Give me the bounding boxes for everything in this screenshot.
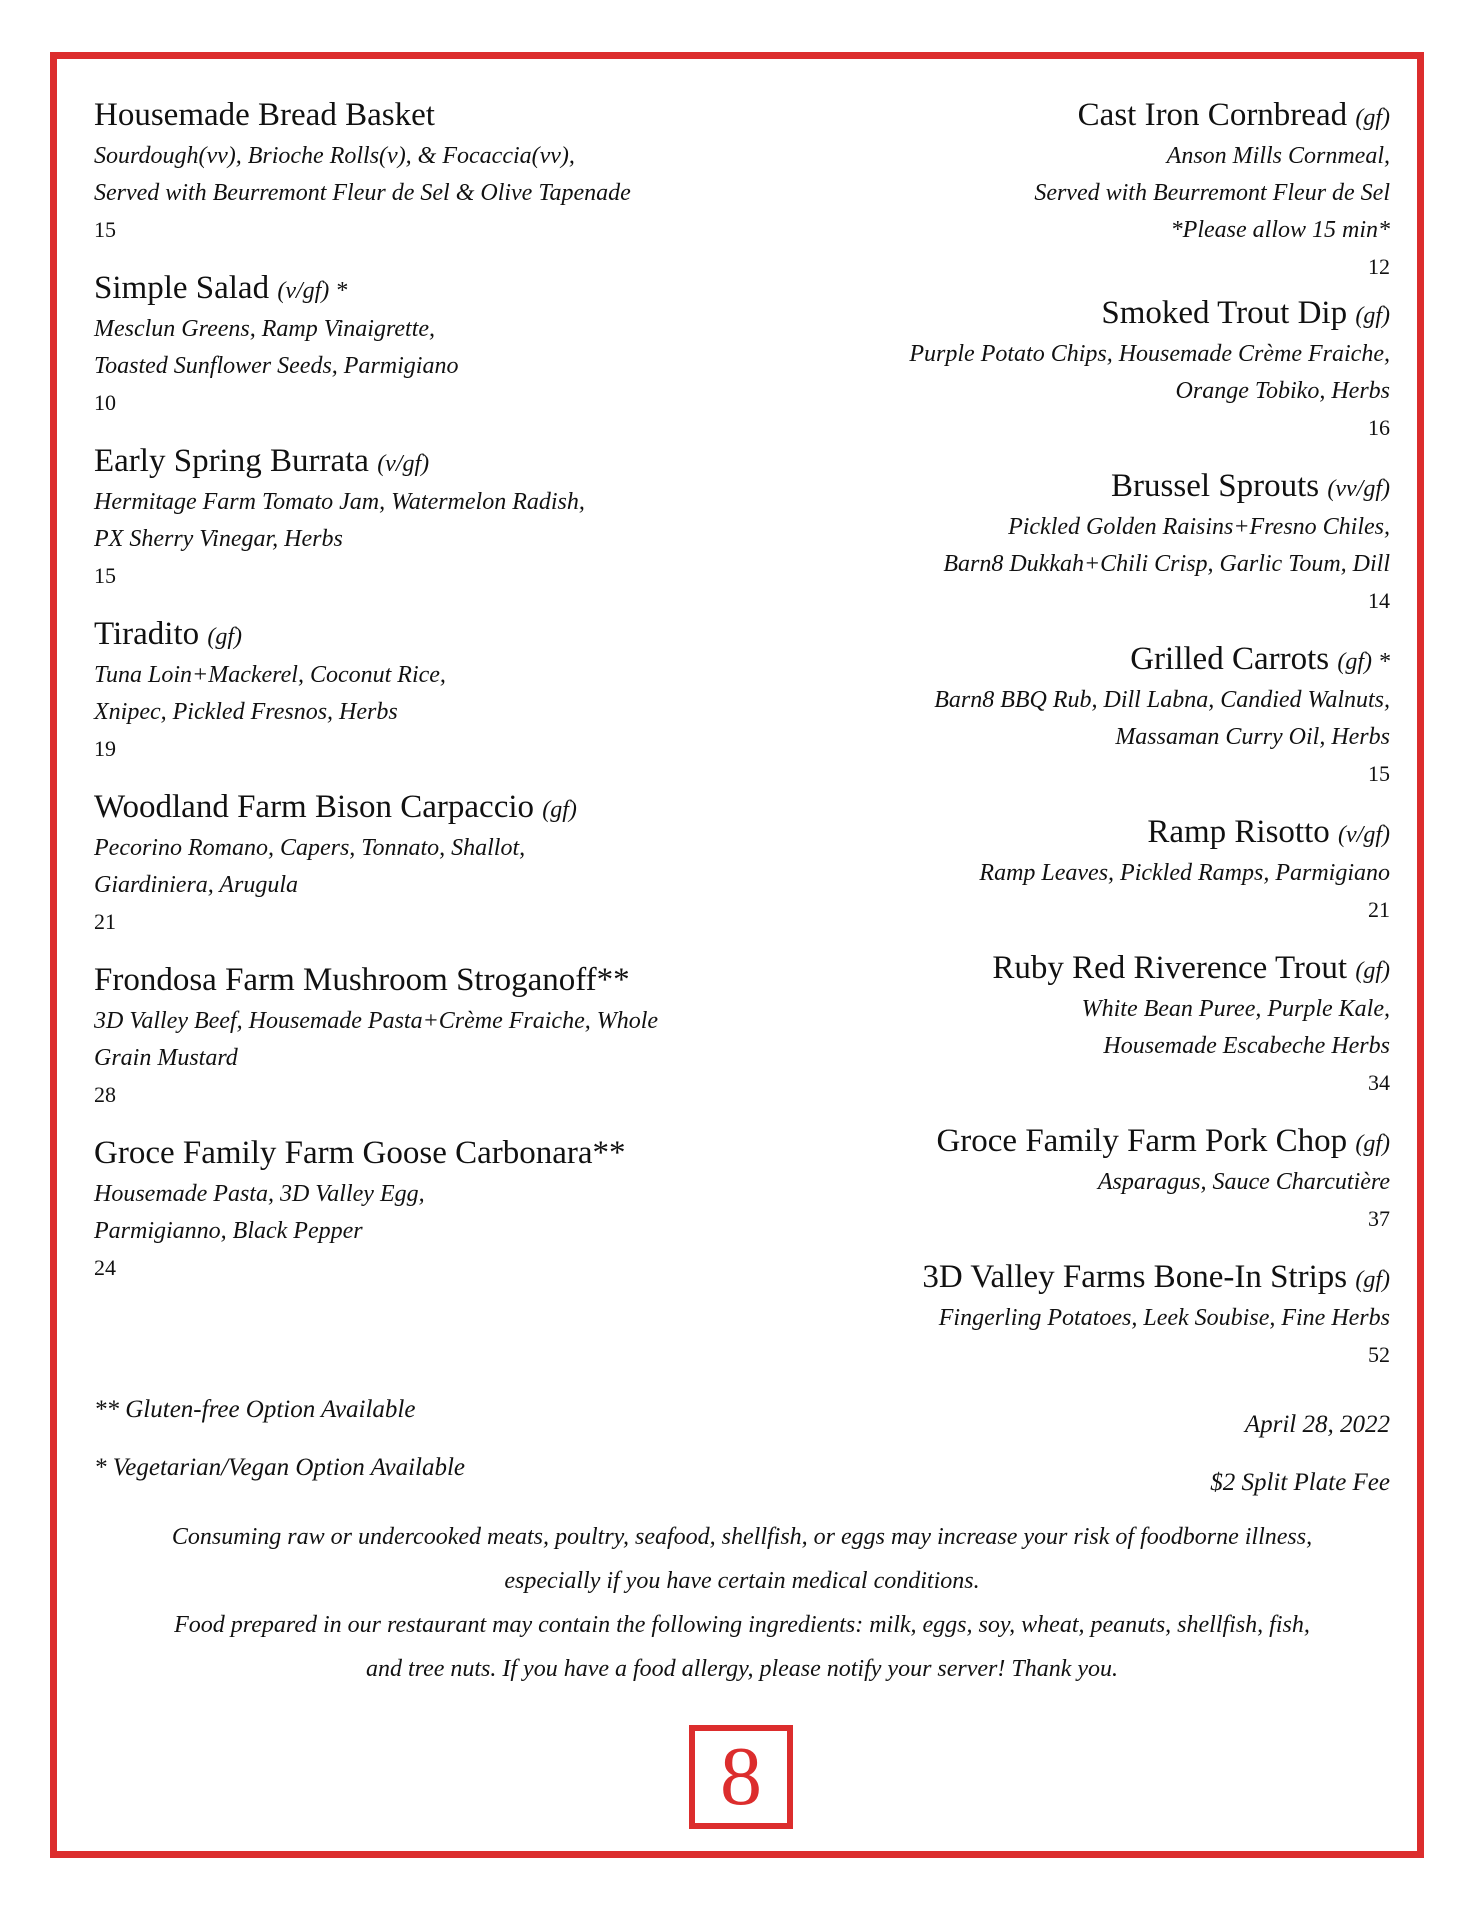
vegetarian-note: * Vegetarian/Vegan Option Available bbox=[94, 1454, 466, 1481]
item-price: 19 bbox=[94, 736, 116, 761]
menu-item bbox=[730, 1257, 1390, 1393]
item-description: *Please allow 15 min* bbox=[1170, 217, 1390, 243]
item-tag: (v/gf) bbox=[1338, 822, 1390, 848]
item-description: Sourdough(vv), Brioche Rolls(v), & Focaccia(vv), bbox=[94, 143, 575, 169]
item-name: Groce Family Farm Pork Chop bbox=[936, 1123, 1348, 1159]
menu-item bbox=[730, 466, 1390, 639]
disclaimer-line: Consuming raw or undercooked meats, poultry, seafood, shellfish, or eggs may increase your risk of foodborne illness, bbox=[171, 1524, 1313, 1550]
item-description: Tuna Loin+Mackerel, Coconut Rice, bbox=[94, 662, 446, 688]
item-name: Housemade Bread Basket bbox=[94, 97, 435, 133]
item-name: Smoked Trout Dip bbox=[1101, 295, 1348, 331]
item-description: Xnipec, Pickled Fresnos, Herbs bbox=[94, 699, 398, 725]
item-tag: (gf) bbox=[1355, 958, 1390, 984]
item-tag: (gf) bbox=[542, 797, 577, 823]
item-name: Brussel Sprouts bbox=[1111, 468, 1320, 504]
menu-item bbox=[94, 1133, 734, 1306]
item-description: Asparagus, Sauce Charcutière bbox=[1097, 1169, 1390, 1195]
menu-item bbox=[94, 268, 734, 441]
menu-item bbox=[730, 639, 1390, 812]
option-notes bbox=[94, 1390, 465, 1506]
item-description: Toasted Sunflower Seeds, Parmigiano bbox=[94, 353, 459, 379]
gluten-free-note: ** Gluten-free Option Available bbox=[94, 1396, 416, 1423]
menu-item bbox=[730, 948, 1390, 1121]
item-price: 24 bbox=[94, 1255, 116, 1280]
item-name: Cast Iron Cornbread bbox=[1077, 97, 1348, 133]
menu-item bbox=[94, 960, 734, 1133]
item-description: Pecorino Romano, Capers, Tonnato, Shallot, bbox=[94, 835, 526, 861]
disclaimer-line: and tree nuts. If you have a food allergy, please notify your server! Thank you. bbox=[365, 1656, 1119, 1682]
menu-item bbox=[94, 787, 734, 960]
item-description: Housemade Pasta, 3D Valley Egg, bbox=[94, 1181, 425, 1207]
menu-column-right bbox=[730, 95, 1390, 1393]
item-price: 10 bbox=[94, 390, 116, 415]
menu-meta bbox=[1210, 1405, 1390, 1521]
item-description: Orange Tobiko, Herbs bbox=[1175, 378, 1390, 404]
menu-item bbox=[94, 441, 734, 614]
item-name: Woodland Farm Bison Carpaccio bbox=[94, 789, 535, 825]
item-price: 12 bbox=[1368, 254, 1390, 279]
item-tag: (v/gf) * bbox=[277, 278, 348, 304]
item-description: Giardiniera, Arugula bbox=[94, 872, 299, 898]
item-description: Fingerling Potatoes, Leek Soubise, Fine Herbs bbox=[938, 1305, 1390, 1331]
item-name: Grilled Carrots bbox=[1130, 641, 1330, 677]
item-price: 28 bbox=[94, 1082, 116, 1107]
item-name: Frondosa Farm Mushroom Stroganoff** bbox=[94, 962, 630, 998]
menu-date: April 28, 2022 bbox=[1244, 1411, 1390, 1438]
item-tag: (gf) bbox=[1355, 303, 1390, 329]
menu-column-left bbox=[94, 95, 734, 1306]
item-tag: (gf) * bbox=[1337, 649, 1390, 675]
item-description: PX Sherry Vinegar, Herbs bbox=[94, 526, 343, 552]
item-description: Served with Beurremont Fleur de Sel bbox=[1034, 180, 1390, 206]
item-name: 3D Valley Farms Bone-In Strips bbox=[922, 1259, 1348, 1295]
item-tag: (vv/gf) bbox=[1327, 476, 1390, 502]
item-description: Mesclun Greens, Ramp Vinaigrette, bbox=[94, 316, 436, 342]
item-price: 34 bbox=[1368, 1070, 1390, 1095]
item-description: Parmigianno, Black Pepper bbox=[94, 1218, 363, 1244]
item-price: 16 bbox=[1368, 415, 1390, 440]
item-description: White Bean Puree, Purple Kale, bbox=[1081, 996, 1390, 1022]
item-tag: (gf) bbox=[207, 624, 243, 650]
menu-item bbox=[94, 614, 734, 787]
item-price: 21 bbox=[1368, 897, 1390, 922]
item-tag: (gf) bbox=[1355, 1131, 1390, 1157]
item-price: 37 bbox=[1368, 1206, 1390, 1231]
item-tag: (gf) bbox=[1355, 1267, 1390, 1293]
menu-item bbox=[730, 293, 1390, 466]
disclaimer-line: especially if you have certain medical conditions. bbox=[504, 1568, 980, 1594]
item-description: Massaman Curry Oil, Herbs bbox=[1115, 724, 1390, 750]
menu-item bbox=[94, 95, 734, 268]
item-name: Ramp Risotto bbox=[1147, 814, 1330, 850]
menu-item bbox=[730, 812, 1390, 948]
item-description: Barn8 Dukkah+Chili Crisp, Garlic Toum, Dill bbox=[943, 551, 1390, 577]
item-description: Grain Mustard bbox=[94, 1045, 238, 1071]
item-name: Tiradito bbox=[94, 616, 200, 652]
item-name: Ruby Red Riverence Trout bbox=[992, 950, 1348, 986]
item-price: 52 bbox=[1368, 1342, 1390, 1367]
menu-item bbox=[730, 1121, 1390, 1257]
item-description: Anson Mills Cornmeal, bbox=[1166, 143, 1390, 169]
item-description: Barn8 BBQ Rub, Dill Labna, Candied Walnuts, bbox=[934, 687, 1390, 713]
item-price: 14 bbox=[1368, 588, 1390, 613]
allergy-disclaimer bbox=[100, 1515, 1384, 1691]
item-name: Groce Family Farm Goose Carbonara** bbox=[94, 1135, 626, 1171]
item-description: Housemade Escabeche Herbs bbox=[1103, 1033, 1390, 1059]
item-description: Served with Beurremont Fleur de Sel & Olive Tapenade bbox=[94, 180, 631, 206]
item-description: Pickled Golden Raisins+Fresno Chiles, bbox=[1008, 514, 1390, 540]
item-price: 15 bbox=[1368, 761, 1390, 786]
menu-item bbox=[730, 95, 1390, 293]
item-price: 15 bbox=[94, 563, 116, 588]
item-description: Purple Potato Chips, Housemade Crème Fraiche, bbox=[909, 341, 1390, 367]
barn8-logo: 8 bbox=[689, 1725, 793, 1829]
item-description: 3D Valley Beef, Housemade Pasta+Crème Fraiche, Whole bbox=[94, 1008, 659, 1034]
item-description: Hermitage Farm Tomato Jam, Watermelon Radish, bbox=[94, 489, 585, 515]
item-price: 21 bbox=[94, 909, 116, 934]
split-plate-fee: $2 Split Plate Fee bbox=[1210, 1469, 1390, 1496]
item-description: Ramp Leaves, Pickled Ramps, Parmigiano bbox=[979, 860, 1390, 886]
item-name: Simple Salad bbox=[94, 270, 270, 306]
item-price: 15 bbox=[94, 217, 116, 242]
item-tag: (gf) bbox=[1355, 105, 1390, 131]
disclaimer-line: Food prepared in our restaurant may contain the following ingredients: milk, eggs, soy, wheat, peanuts, shellfish, fish, bbox=[174, 1612, 1310, 1638]
item-name: Early Spring Burrata bbox=[94, 443, 369, 479]
item-tag: (v/gf) bbox=[377, 451, 430, 477]
